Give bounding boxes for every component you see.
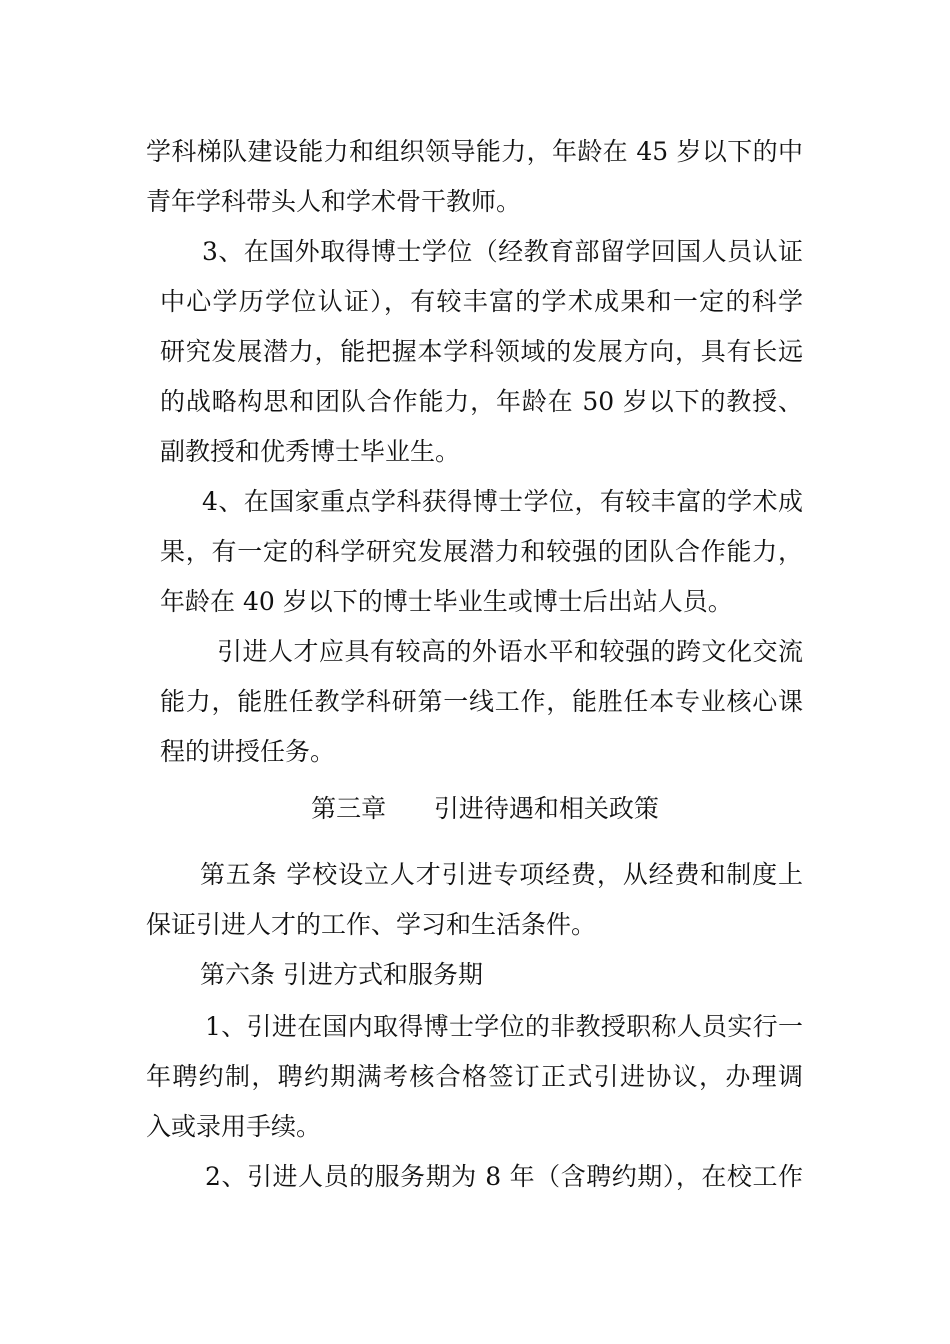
chapter-heading: 第三章 引进待遇和相关政策 xyxy=(311,794,659,823)
text-line: 的战略构思和团队合作能力，年龄在 50 岁以下的教授、 xyxy=(160,387,803,416)
text-line: 研究发展潜力，能把握本学科领域的发展方向，具有长远 xyxy=(160,337,803,366)
text-line: 副教授和优秀博士毕业生。 xyxy=(160,437,461,466)
text-line: 1、引进在国内取得博士学位的非教授职称人员实行一 xyxy=(205,1012,803,1041)
text-line: 年龄在 40 岁以下的博士毕业生或博士后出站人员。 xyxy=(160,587,733,616)
text-line: 学科梯队建设能力和组织领导能力，年龄在 45 岁以下的中 xyxy=(146,137,803,166)
text-line: 程的讲授任务。 xyxy=(160,737,336,766)
text-line: 青年学科带头人和学术骨干教师。 xyxy=(146,187,522,216)
article-6-heading: 第六条 引进方式和服务期 xyxy=(200,960,483,989)
text-line: 4、在国家重点学科获得博士学位，有较丰富的学术成 xyxy=(202,487,803,516)
text-line: 年聘约制，聘约期满考核合格签订正式引进协议，办理调 xyxy=(146,1062,803,1091)
text-line: 能力，能胜任教学科研第一线工作，能胜任本专业核心课 xyxy=(160,687,803,716)
article-5-line: 第五条 学校设立人才引进专项经费，从经费和制度上 xyxy=(200,860,803,889)
text-line: 引进人才应具有较高的外语水平和较强的跨文化交流 xyxy=(217,637,803,666)
text-line: 2、引进人员的服务期为 8 年（含聘约期），在校工作 xyxy=(205,1162,803,1191)
text-line: 入或录用手续。 xyxy=(146,1112,322,1141)
text-line: 中心学历学位认证），有较丰富的学术成果和一定的科学 xyxy=(160,287,803,316)
text-line: 果，有一定的科学研究发展潜力和较强的团队合作能力， xyxy=(160,537,803,566)
text-line: 保证引进人才的工作、学习和生活条件。 xyxy=(146,910,597,939)
text-line: 3、在国外取得博士学位（经教育部留学回国人员认证 xyxy=(202,237,803,266)
